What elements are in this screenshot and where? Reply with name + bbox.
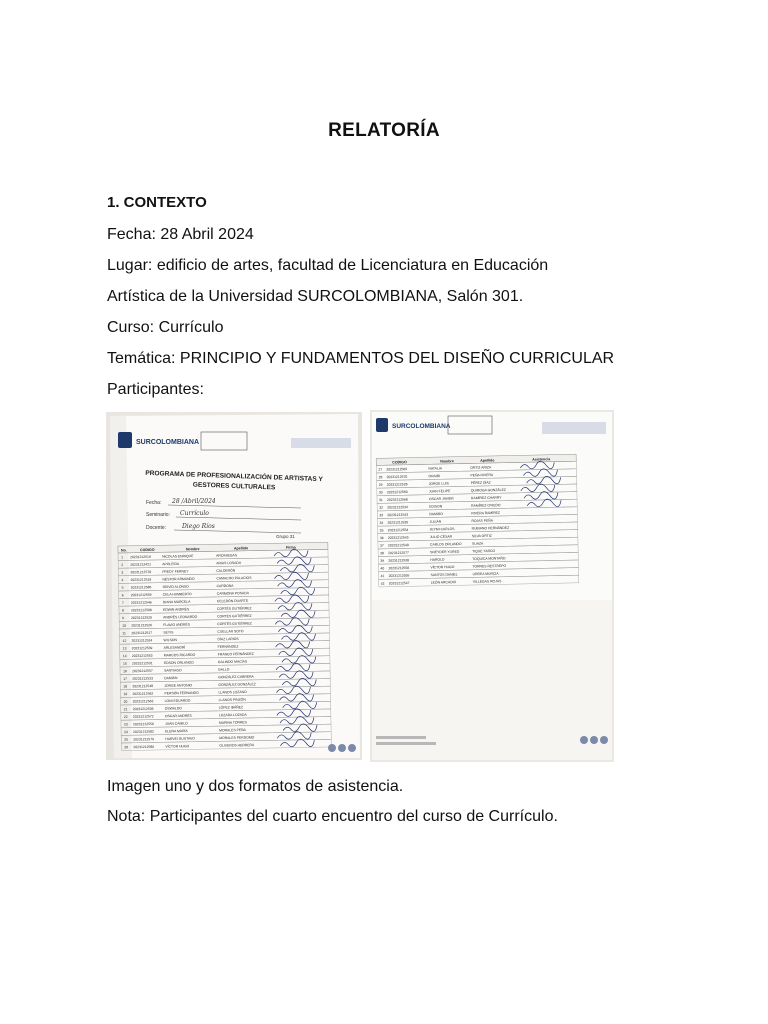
logo-text: SURCOLOMBIANA — [136, 439, 199, 446]
row-codigo: 20231212547 — [388, 581, 410, 586]
row-nombre: FREDY FERNEY — [162, 569, 189, 574]
row-nombre: EDWIN ANDRÉS — [162, 607, 190, 612]
row-apellido: OLIVEROS HERRERA — [219, 743, 255, 748]
row-codigo: 20231212539 — [131, 646, 153, 651]
university-shield-icon — [376, 418, 388, 432]
row-nombre: DIANA MARCELA — [162, 599, 191, 605]
row-nombre: JORGE LUIS — [428, 481, 449, 486]
sheet-heading-line-2: GESTORES CULTURALES — [192, 481, 276, 492]
row-number: 14 — [122, 654, 127, 659]
footer-seal-icon — [348, 744, 356, 752]
attendance-sheet-two — [370, 410, 614, 762]
row-apellido: MORALES PERDOMO — [219, 735, 255, 741]
row-apellido: CAMACHO PALACIOS — [216, 575, 252, 581]
row-nombre: JEYMI CARLOS — [429, 526, 455, 532]
row-nombre: SANTIAGO — [164, 668, 182, 673]
row-number: 17 — [123, 676, 128, 681]
row-apellido: TOQUICA MONTAÑO — [472, 556, 506, 561]
row-codigo: 20231212421 — [130, 562, 151, 567]
handwritten-seminario: Currículo — [180, 510, 209, 517]
row-nombre: JULIO CÉSAR — [429, 534, 453, 540]
row-number: 25 — [124, 737, 129, 742]
row-apellido: CORTÉS GUTIÉRREZ — [216, 606, 252, 611]
col-nombre-header: Nombre — [440, 459, 454, 464]
row-number: 18 — [123, 684, 128, 689]
row-codigo: 20231212531 — [131, 661, 153, 666]
row-apellido: GONZÁLEZ CABRERA — [218, 674, 254, 680]
row-number: 35 — [379, 528, 384, 533]
row-nombre: DEIVID ALONSO — [162, 584, 189, 590]
row-number: 27 — [378, 467, 383, 472]
row-codigo: 20231212560 — [386, 489, 408, 495]
row-codigo: 20231212578 — [130, 570, 152, 575]
row-nombre: PERSÓN FERNANDO — [164, 690, 199, 696]
row-apellido: MORALES PEÑA — [219, 728, 246, 733]
row-apellido: LLANOS PINZÓN — [218, 697, 246, 703]
row-number: 22 — [123, 714, 128, 719]
row-apellido: CELEDÓN DUARTE — [216, 598, 249, 604]
row-apellido: RUBIANO HERNÁNDEZ — [471, 525, 510, 531]
row-number: 4 — [121, 578, 124, 583]
row-nombre: OSCAR JAVIER — [428, 496, 454, 502]
fecha-line: Fecha: 28 Abril 2024 — [107, 226, 254, 243]
row-codigo: 20231212517 — [131, 630, 153, 636]
row-apellido: ROJAS PEÑA — [471, 518, 494, 524]
row-codigo: 20231212508 — [130, 608, 152, 613]
university-badge-icon — [291, 438, 351, 448]
row-number: 34 — [379, 520, 384, 525]
row-apellido: GALINDO MACÍAS — [217, 659, 248, 665]
row-number: 12 — [122, 638, 127, 643]
row-codigo: 20231212569 — [386, 467, 408, 472]
row-apellido: CORTÉS GUTIÉRREZ — [217, 613, 252, 619]
row-apellido: ARIAS LOSADA — [216, 560, 242, 566]
row-apellido: LOZADA LOZADA — [218, 712, 247, 718]
footer-seal-icon — [580, 736, 588, 744]
row-number: 7 — [121, 600, 124, 605]
row-codigo: 20231212545 — [387, 535, 409, 540]
col-apellido-header: Apellido — [480, 458, 495, 463]
row-codigo: 20231212548 — [132, 684, 154, 689]
row-number: 40 — [380, 566, 385, 571]
row-nombre: OSWALDO — [164, 706, 182, 711]
row-nombre: OSCAR ANDRÉS — [164, 713, 192, 719]
row-codigo: 20231212534 — [387, 505, 408, 510]
row-number: 20 — [123, 699, 128, 704]
row-number: 9 — [122, 616, 125, 621]
row-apellido: FRANCO FERNÁNDEZ — [217, 651, 254, 657]
row-nombre: WILSON — [163, 638, 177, 643]
row-codigo: 20231212554 — [387, 527, 409, 533]
row-number: 15 — [122, 661, 127, 666]
col-codigo-header: CODIGO — [392, 460, 407, 465]
row-number: 11 — [122, 631, 126, 636]
row-nombre: LONI EDUARDO — [164, 698, 191, 704]
row-apellido: CORTÉS GUTIÉRREZ — [217, 621, 252, 627]
row-apellido: ORTIZ ARIZA — [470, 465, 492, 470]
row-apellido: MARINA TORRES — [218, 720, 247, 725]
row-number: 24 — [124, 730, 128, 735]
row-apellido: ARCINIEGAS — [216, 553, 238, 558]
lugar-line-2: Artística de la Universidad SURCOLOMBIANA, Salón 301. — [107, 288, 524, 305]
logo-text: SURCOLOMBIANA — [392, 423, 451, 430]
row-nombre: MARCOS RICARDO — [163, 652, 196, 658]
row-apellido: FERNÁNDEZ — [217, 644, 239, 649]
university-shield-icon — [118, 432, 132, 448]
row-apellido: RAMÍREZ OVIEDO — [471, 503, 501, 508]
row-nombre: DAMIÁN — [164, 676, 178, 681]
col-firma-header: Asistencia — [532, 457, 551, 462]
row-apellido: CALDERÓN — [216, 568, 236, 573]
footer-seal-icon — [338, 744, 346, 752]
row-nombre: CARLOS ORLANDO — [429, 542, 462, 547]
row-codigo: 20231212563 — [132, 699, 154, 704]
nota-line: Nota: Participantes del cuarto encuentro del curso de Currículo. — [107, 808, 558, 825]
row-codigo: 20231212533 — [132, 676, 153, 681]
row-number: 6 — [121, 593, 124, 598]
row-codigo: 20231212579 — [133, 737, 155, 742]
row-number: 30 — [378, 490, 383, 495]
row-nombre: ORAIBI — [428, 474, 441, 479]
row-codigo: 20231212550 — [132, 722, 154, 727]
row-apellido: CARMONA POSADA — [216, 591, 249, 596]
row-codigo: 20231212536 — [132, 706, 154, 712]
row-nombre: JULIÁN — [429, 519, 442, 524]
row-apellido: TIQUE YARCO — [472, 548, 496, 554]
row-nombre: CELA HUMBERTO — [162, 592, 192, 597]
col-nombre-header: Nombre — [185, 547, 200, 552]
row-apellido: LLANOS LOZANO — [218, 689, 247, 695]
row-codigo: 20231212586 — [130, 585, 152, 590]
footer-seal-icon — [600, 736, 608, 744]
lugar-line-1: Lugar: edificio de artes, facultad de Licenciatura en Educación — [107, 257, 549, 274]
row-nombre: ELENA MARÍA — [165, 729, 188, 734]
row-nombre: JUAN FELIPE — [428, 489, 451, 494]
row-codigo: 20231212582 — [133, 729, 154, 734]
row-number: 41 — [380, 574, 385, 579]
row-apellido: GALLO — [218, 667, 230, 672]
row-nombre: SEYIS — [163, 630, 174, 635]
row-codigo: 20231212555 — [388, 573, 410, 578]
row-codigo: 20231212535 — [387, 520, 409, 525]
row-number: 2 — [121, 562, 124, 567]
row-number: 29 — [378, 482, 383, 487]
row-apellido: RAMÍREZ CHARRY — [470, 495, 502, 501]
row-number: 28 — [378, 475, 383, 480]
row-number: 38 — [380, 551, 384, 556]
row-codigo: 20231212580 — [133, 744, 155, 750]
row-number: 36 — [379, 536, 384, 541]
page-title: RELATORÍA — [328, 120, 440, 141]
handwritten-fecha: 28 /Abril/2024 — [172, 498, 216, 505]
grupo-label: Grupo 31 — [276, 534, 295, 539]
row-codigo: 20231212577 — [388, 550, 409, 556]
row-codigo: 20231212559 — [130, 592, 152, 598]
footer-text-line — [376, 742, 436, 745]
attendance-photo-two — [370, 410, 614, 762]
row-nombre: EDSON ORLANDO — [163, 660, 194, 666]
row-apellido: PÉREZ DÍAZ — [470, 480, 491, 486]
row-nombre: HAROLD — [430, 557, 445, 562]
row-apellido: CUELLAR SOTO — [217, 629, 244, 634]
row-codigo: 20231212538 — [388, 558, 410, 563]
row-nombre: APOLEIDA — [162, 561, 180, 567]
row-nombre: JUAN CAMILO — [164, 721, 188, 726]
row-apellido: QUIROGA GONZÁLEZ — [470, 487, 506, 493]
row-number: 3 — [121, 570, 124, 575]
row-apellido: DÍAZ LARIOS — [217, 636, 239, 642]
row-codigo: 20231212519 — [130, 554, 151, 560]
sheet-heading-line-1: PROGRAMA DE PROFESIONALIZACIÓN DE ARTISTAS Y — [145, 469, 323, 484]
row-nombre: SNEYDER YURED — [430, 549, 460, 555]
university-badge-icon — [542, 422, 606, 434]
field-seminario-label: Seminario: — [146, 512, 170, 518]
row-codigo: 20231212519 — [130, 577, 152, 583]
row-number: 5 — [121, 585, 124, 590]
field-docente-label: Docente: — [146, 525, 167, 531]
row-codigo: 20231212562 — [132, 691, 154, 696]
row-number: 31 — [378, 498, 383, 503]
row-codigo: 20231212528 — [386, 482, 408, 487]
row-nombre: LEÓN ARCADIO — [430, 580, 457, 585]
row-nombre: EDISON — [429, 504, 443, 509]
row-codigo: 20231212572 — [132, 714, 154, 719]
row-nombre: VÍCTOR HUGO — [430, 564, 455, 570]
curso-line: Curso: Currículo — [107, 319, 224, 336]
image-caption: Imagen uno y dos formatos de asistencia. — [107, 778, 404, 795]
row-nombre: NICOLAS ENRIQUE — [162, 554, 194, 559]
row-apellido: PEÑA RIVERA — [470, 472, 494, 478]
row-codigo: 20231212556 — [388, 565, 410, 571]
footer-text-line — [376, 736, 426, 739]
row-codigo: 20231212557 — [132, 668, 153, 674]
row-codigo: 20231212568 — [386, 497, 408, 502]
handwritten-docente: Diego Ríos — [182, 523, 215, 530]
row-nombre: HARVEI GUSTAVO — [165, 736, 195, 742]
row-apellido: URREA MURCIA — [472, 571, 499, 577]
row-number: 8 — [121, 608, 124, 613]
row-number: 33 — [379, 513, 384, 518]
row-apellido: RIVERA RAMÍREZ — [471, 510, 500, 516]
row-apellido: LÓPEZ IBÁÑEZ — [218, 705, 244, 710]
row-apellido: SILVA ORTIZ — [471, 533, 492, 539]
row-number: 10 — [122, 623, 127, 628]
footer-seal-icon — [590, 736, 598, 744]
row-number: 42 — [380, 581, 385, 586]
row-apellido: VILLEGAS ROJAS — [472, 579, 502, 584]
row-nombre: JORGE ANTONIO — [164, 683, 193, 688]
row-number: 16 — [123, 669, 127, 674]
row-number: 21 — [123, 707, 128, 712]
row-number: 19 — [123, 692, 128, 697]
row-number: 13 — [122, 646, 127, 651]
col-firma-header: Firma — [285, 545, 296, 550]
row-apellido: GONZÁLEZ GONZÁLEZ — [218, 682, 256, 687]
row-nombre: NATALIA — [428, 466, 443, 471]
tematica-line: Temática: PRINCIPIO Y FUNDAMENTOS DEL DISEÑO CURRICULAR — [107, 350, 615, 367]
attendance-photo-one — [106, 412, 362, 760]
row-codigo: 20231212520 — [131, 615, 152, 621]
row-number: 37 — [379, 543, 384, 548]
row-apellido: SUAZA — [471, 541, 484, 546]
footer-seal-icon — [328, 744, 336, 752]
row-codigo: 20231212546 — [130, 600, 152, 605]
section-heading: 1. CONTEXTO — [107, 194, 207, 211]
row-codigo: 20231212540 — [387, 543, 409, 548]
row-codigo: 20231212543 — [387, 512, 409, 518]
row-codigo: 20231212524 — [131, 638, 153, 643]
row-nombre: ARLESANDRÍ — [163, 645, 186, 650]
row-number: 32 — [379, 505, 384, 510]
row-codigo: 20231212526 — [131, 623, 153, 628]
col-codigo-header: CODIGO — [139, 547, 155, 553]
field-fecha-label: Fecha: — [146, 500, 162, 506]
row-apellido: TORRES RESTREPO — [472, 563, 507, 569]
row-nombre: NÉSTOR ARMANDO — [162, 576, 195, 582]
col-no-header: No. — [120, 548, 127, 553]
row-nombre: ANDRÉS LEONARDO — [163, 614, 198, 620]
row-number: 39 — [380, 558, 385, 563]
row-number: 23 — [123, 722, 128, 727]
attendance-sheet-one — [106, 412, 362, 760]
row-codigo: 20231212570 — [386, 474, 408, 480]
row-number: 1 — [121, 555, 124, 560]
row-nombre: SANTOS DANIEL — [430, 572, 458, 578]
row-nombre: FLAVIO ANDRÉS — [163, 622, 190, 628]
row-number: 26 — [124, 745, 129, 750]
row-nombre: RAMIRO — [429, 512, 443, 517]
row-nombre: VÍCTOR HUGO — [165, 744, 190, 749]
col-apellido-header: Apellido — [233, 546, 249, 551]
row-apellido: CARDONA — [216, 583, 234, 589]
row-codigo: 20231212553 — [131, 653, 153, 658]
participantes-line: Participantes: — [107, 381, 204, 398]
